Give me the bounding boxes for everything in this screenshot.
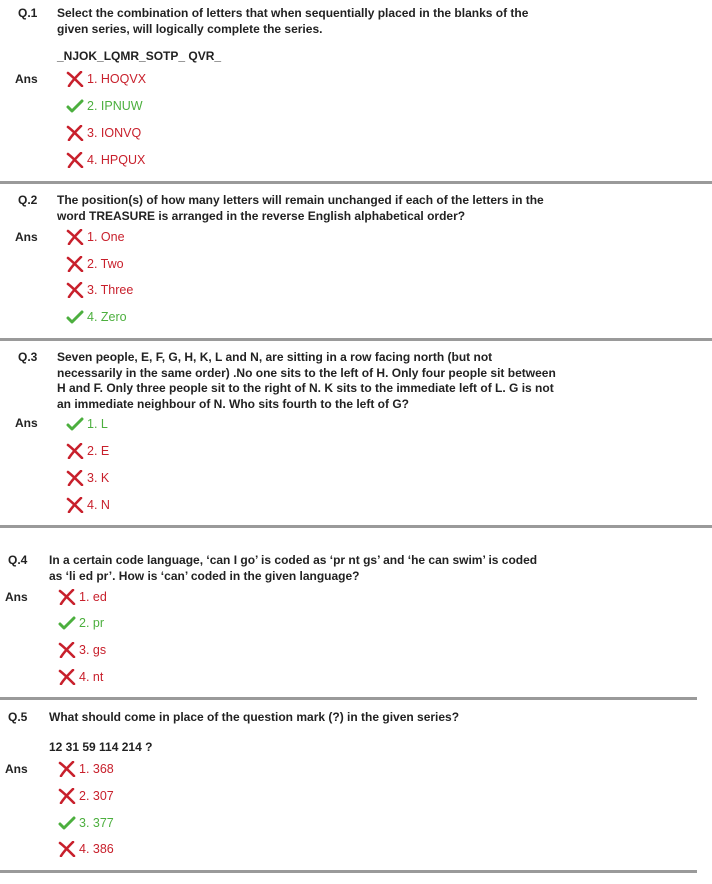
answer-label: Ans: [5, 590, 28, 604]
cross-icon: [58, 669, 76, 685]
answer-option[interactable]: [66, 97, 143, 115]
cross-icon: [58, 841, 76, 857]
cross-icon: [66, 470, 84, 486]
question-divider: [0, 181, 712, 184]
question-text-line: Select the combination of letters that when sequentially placed in the blanks of the: [57, 6, 529, 20]
check-icon: [58, 615, 76, 631]
answer-label: Ans: [15, 72, 38, 86]
option-label: 2. pr: [79, 616, 105, 630]
answer-option[interactable]: [66, 442, 109, 460]
question-text-line: H and F. Only three people sit to the right of N. K sits to the immediate left of L. G is not: [57, 381, 554, 395]
question-text-line: In a certain code language, ‘can I go’ is coded as ‘pr nt gs’ and ‘he can swim’ is coded: [49, 553, 538, 567]
answer-option[interactable]: [58, 641, 106, 659]
question-number: Q.1: [18, 6, 38, 20]
option-label: 4. Zero: [87, 310, 127, 324]
cross-icon: [66, 229, 84, 245]
question-series: 12 31 59 114 214 ?: [49, 740, 153, 754]
cross-icon: [66, 71, 84, 87]
option-label: 1. 368: [79, 762, 114, 776]
answer-option[interactable]: [58, 814, 114, 832]
cross-icon: [66, 256, 84, 272]
question-text-line: given series, will logically complete the series.: [57, 22, 323, 36]
option-label: 3. K: [87, 471, 110, 485]
option-label: 2. IPNUW: [87, 99, 143, 113]
cross-icon: [58, 788, 76, 804]
option-label: 4. N: [87, 498, 110, 512]
option-label: 2. E: [87, 444, 110, 458]
answer-option[interactable]: [66, 228, 125, 246]
check-icon: [66, 416, 84, 432]
option-label: 3. 377: [79, 816, 114, 830]
cross-icon: [58, 761, 76, 777]
answer-option[interactable]: [66, 151, 145, 169]
question-text-line: necessarily in the same order) .No one sits to the left of H. Only four people sit between: [57, 366, 556, 380]
question-divider: [0, 697, 697, 700]
answer-option[interactable]: [58, 614, 104, 632]
option-label: 1. One: [87, 230, 125, 244]
cross-icon: [66, 443, 84, 459]
question-text-line: The position(s) of how many letters will remain unchanged if each of the letters in the: [57, 193, 544, 207]
answer-option[interactable]: [66, 308, 127, 326]
option-label: 1. ed: [79, 590, 107, 604]
question-divider: [0, 338, 712, 341]
answer-option[interactable]: [66, 281, 133, 299]
answer-label: Ans: [15, 230, 38, 244]
option-label: 2. Two: [87, 257, 124, 271]
question-text-line: an immediate neighbour of N. Who sits fourth to the left of G?: [57, 397, 409, 411]
cross-icon: [66, 152, 84, 168]
question-divider: [0, 525, 712, 528]
question-number: Q.4: [8, 553, 28, 567]
answer-option[interactable]: [58, 588, 107, 606]
option-label: 1. HOQVX: [87, 72, 147, 86]
option-label: 3. Three: [87, 283, 134, 297]
answer-option[interactable]: [66, 124, 141, 142]
cross-icon: [58, 642, 76, 658]
option-label: 4. 386: [79, 842, 114, 856]
answer-option[interactable]: [58, 840, 114, 858]
check-icon: [66, 98, 84, 114]
question-text-line: What should come in place of the question mark (?) in the given series?: [49, 710, 460, 724]
question-number: Q.5: [8, 710, 28, 724]
option-label: 4. nt: [79, 670, 104, 684]
check-icon: [66, 309, 84, 325]
option-label: 4. HPQUX: [87, 153, 146, 167]
question-text-line: as ‘li ed pr’. How is ‘can’ coded in the given language?: [49, 569, 360, 583]
answer-option[interactable]: [66, 70, 146, 88]
question-number: Q.2: [18, 193, 38, 207]
answer-label: Ans: [15, 416, 38, 430]
cross-icon: [66, 282, 84, 298]
check-icon: [58, 815, 76, 831]
option-label: 1. L: [87, 417, 108, 431]
answer-option[interactable]: [66, 415, 108, 433]
answer-option[interactable]: [58, 760, 114, 778]
option-label: 3. IONVQ: [87, 126, 142, 140]
cross-icon: [66, 125, 84, 141]
cross-icon: [66, 497, 84, 513]
option-label: 2. 307: [79, 789, 114, 803]
question-series: _NJOK_LQMR_SOTP_ QVR_: [57, 49, 222, 63]
question-divider: [0, 870, 697, 873]
answer-option[interactable]: [66, 496, 110, 514]
question-text-line: word TREASURE is arranged in the reverse English alphabetical order?: [57, 209, 466, 223]
answer-label: Ans: [5, 762, 28, 776]
option-label: 3. gs: [79, 643, 107, 657]
answer-option[interactable]: [66, 469, 109, 487]
answer-option[interactable]: [66, 255, 124, 273]
question-number: Q.3: [18, 350, 38, 364]
cross-icon: [58, 589, 76, 605]
answer-option[interactable]: [58, 787, 114, 805]
question-text-line: Seven people, E, F, G, H, K, L and N, are sitting in a row facing north (but not: [57, 350, 493, 364]
answer-option[interactable]: [58, 668, 103, 686]
